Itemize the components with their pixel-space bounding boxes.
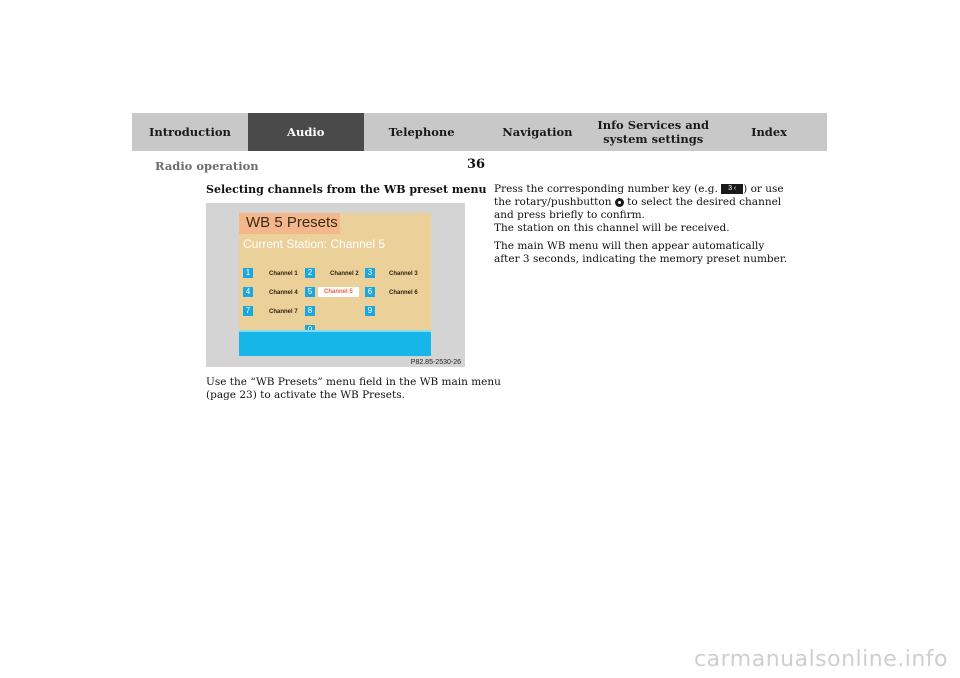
preset-key-9: 9 — [365, 306, 375, 316]
tab-introduction[interactable]: Introduction — [132, 113, 248, 151]
instruction-line-3: and press briefly to confirm. — [494, 209, 645, 221]
instruction-line-5: The main WB menu will then appear automatically — [494, 240, 765, 252]
tab-info-services-line1: Info Services and — [597, 118, 710, 132]
preset-key-2: 2 — [305, 268, 315, 278]
preset-key-3: 3 — [365, 268, 375, 278]
section-tabs — [132, 113, 827, 151]
screen-status-bar — [239, 332, 431, 356]
instruction-text-b: ) or use — [743, 183, 784, 195]
instruction-text-a: Press the corresponding number key (e.g. — [494, 183, 722, 195]
preset-channel-4: Channel 4 — [269, 290, 298, 296]
instruction-text-d: to select the desired channel — [623, 196, 782, 208]
watermark: carmanualsonline.info — [694, 647, 948, 672]
preset-channel-6: Channel 6 — [389, 290, 418, 296]
tab-telephone[interactable]: Telephone — [364, 113, 480, 151]
instruction-line-4: The station on this channel will be received. — [494, 222, 730, 234]
tab-navigation[interactable]: Navigation — [479, 113, 595, 151]
display-screen — [239, 213, 431, 356]
body-text-line-1: Use the “WB Presets” menu field in the WB main menu — [206, 376, 501, 388]
figure-wb-presets — [206, 203, 465, 367]
number-key-3-icon: 3 ‹ — [721, 184, 743, 194]
tab-info-services-line2: system settings — [603, 132, 704, 146]
section-heading: Selecting channels from the WB preset menu — [206, 183, 487, 196]
instruction-text-c: the rotary/pushbutton — [494, 196, 615, 208]
rotary-pushbutton-icon — [615, 198, 624, 207]
preset-channel-5-selected: Channel 5 — [318, 287, 359, 297]
tab-audio[interactable]: Audio — [248, 113, 364, 151]
current-station: Current Station: Channel 5 — [243, 237, 386, 251]
body-text-line-2: (page 23) to activate the WB Presets. — [206, 389, 405, 401]
figure-code: P82.85-2530-26 — [410, 359, 461, 366]
preset-channel-2: Channel 2 — [330, 271, 359, 277]
preset-key-4: 4 — [243, 287, 253, 297]
preset-channel-3: Channel 3 — [389, 271, 418, 277]
preset-key-5: 5 — [305, 287, 315, 297]
preset-channel-1: Channel 1 — [269, 271, 298, 277]
instruction-line-6: after 3 seconds, indicating the memory preset number. — [494, 253, 788, 265]
preset-key-8: 8 — [305, 306, 315, 316]
tab-info-services[interactable] — [595, 113, 711, 151]
preset-key-1: 1 — [243, 268, 253, 278]
instruction-line-1 — [494, 183, 784, 196]
tab-index[interactable]: Index — [711, 113, 827, 151]
instruction-line-2 — [494, 196, 781, 209]
preset-channel-7: Channel 7 — [269, 309, 298, 315]
preset-key-6: 6 — [365, 287, 375, 297]
preset-key-7: 7 — [243, 306, 253, 316]
page-number: 36 — [467, 157, 486, 172]
screen-title: WB 5 Presets — [246, 214, 338, 231]
section-title: Radio operation — [155, 159, 259, 173]
